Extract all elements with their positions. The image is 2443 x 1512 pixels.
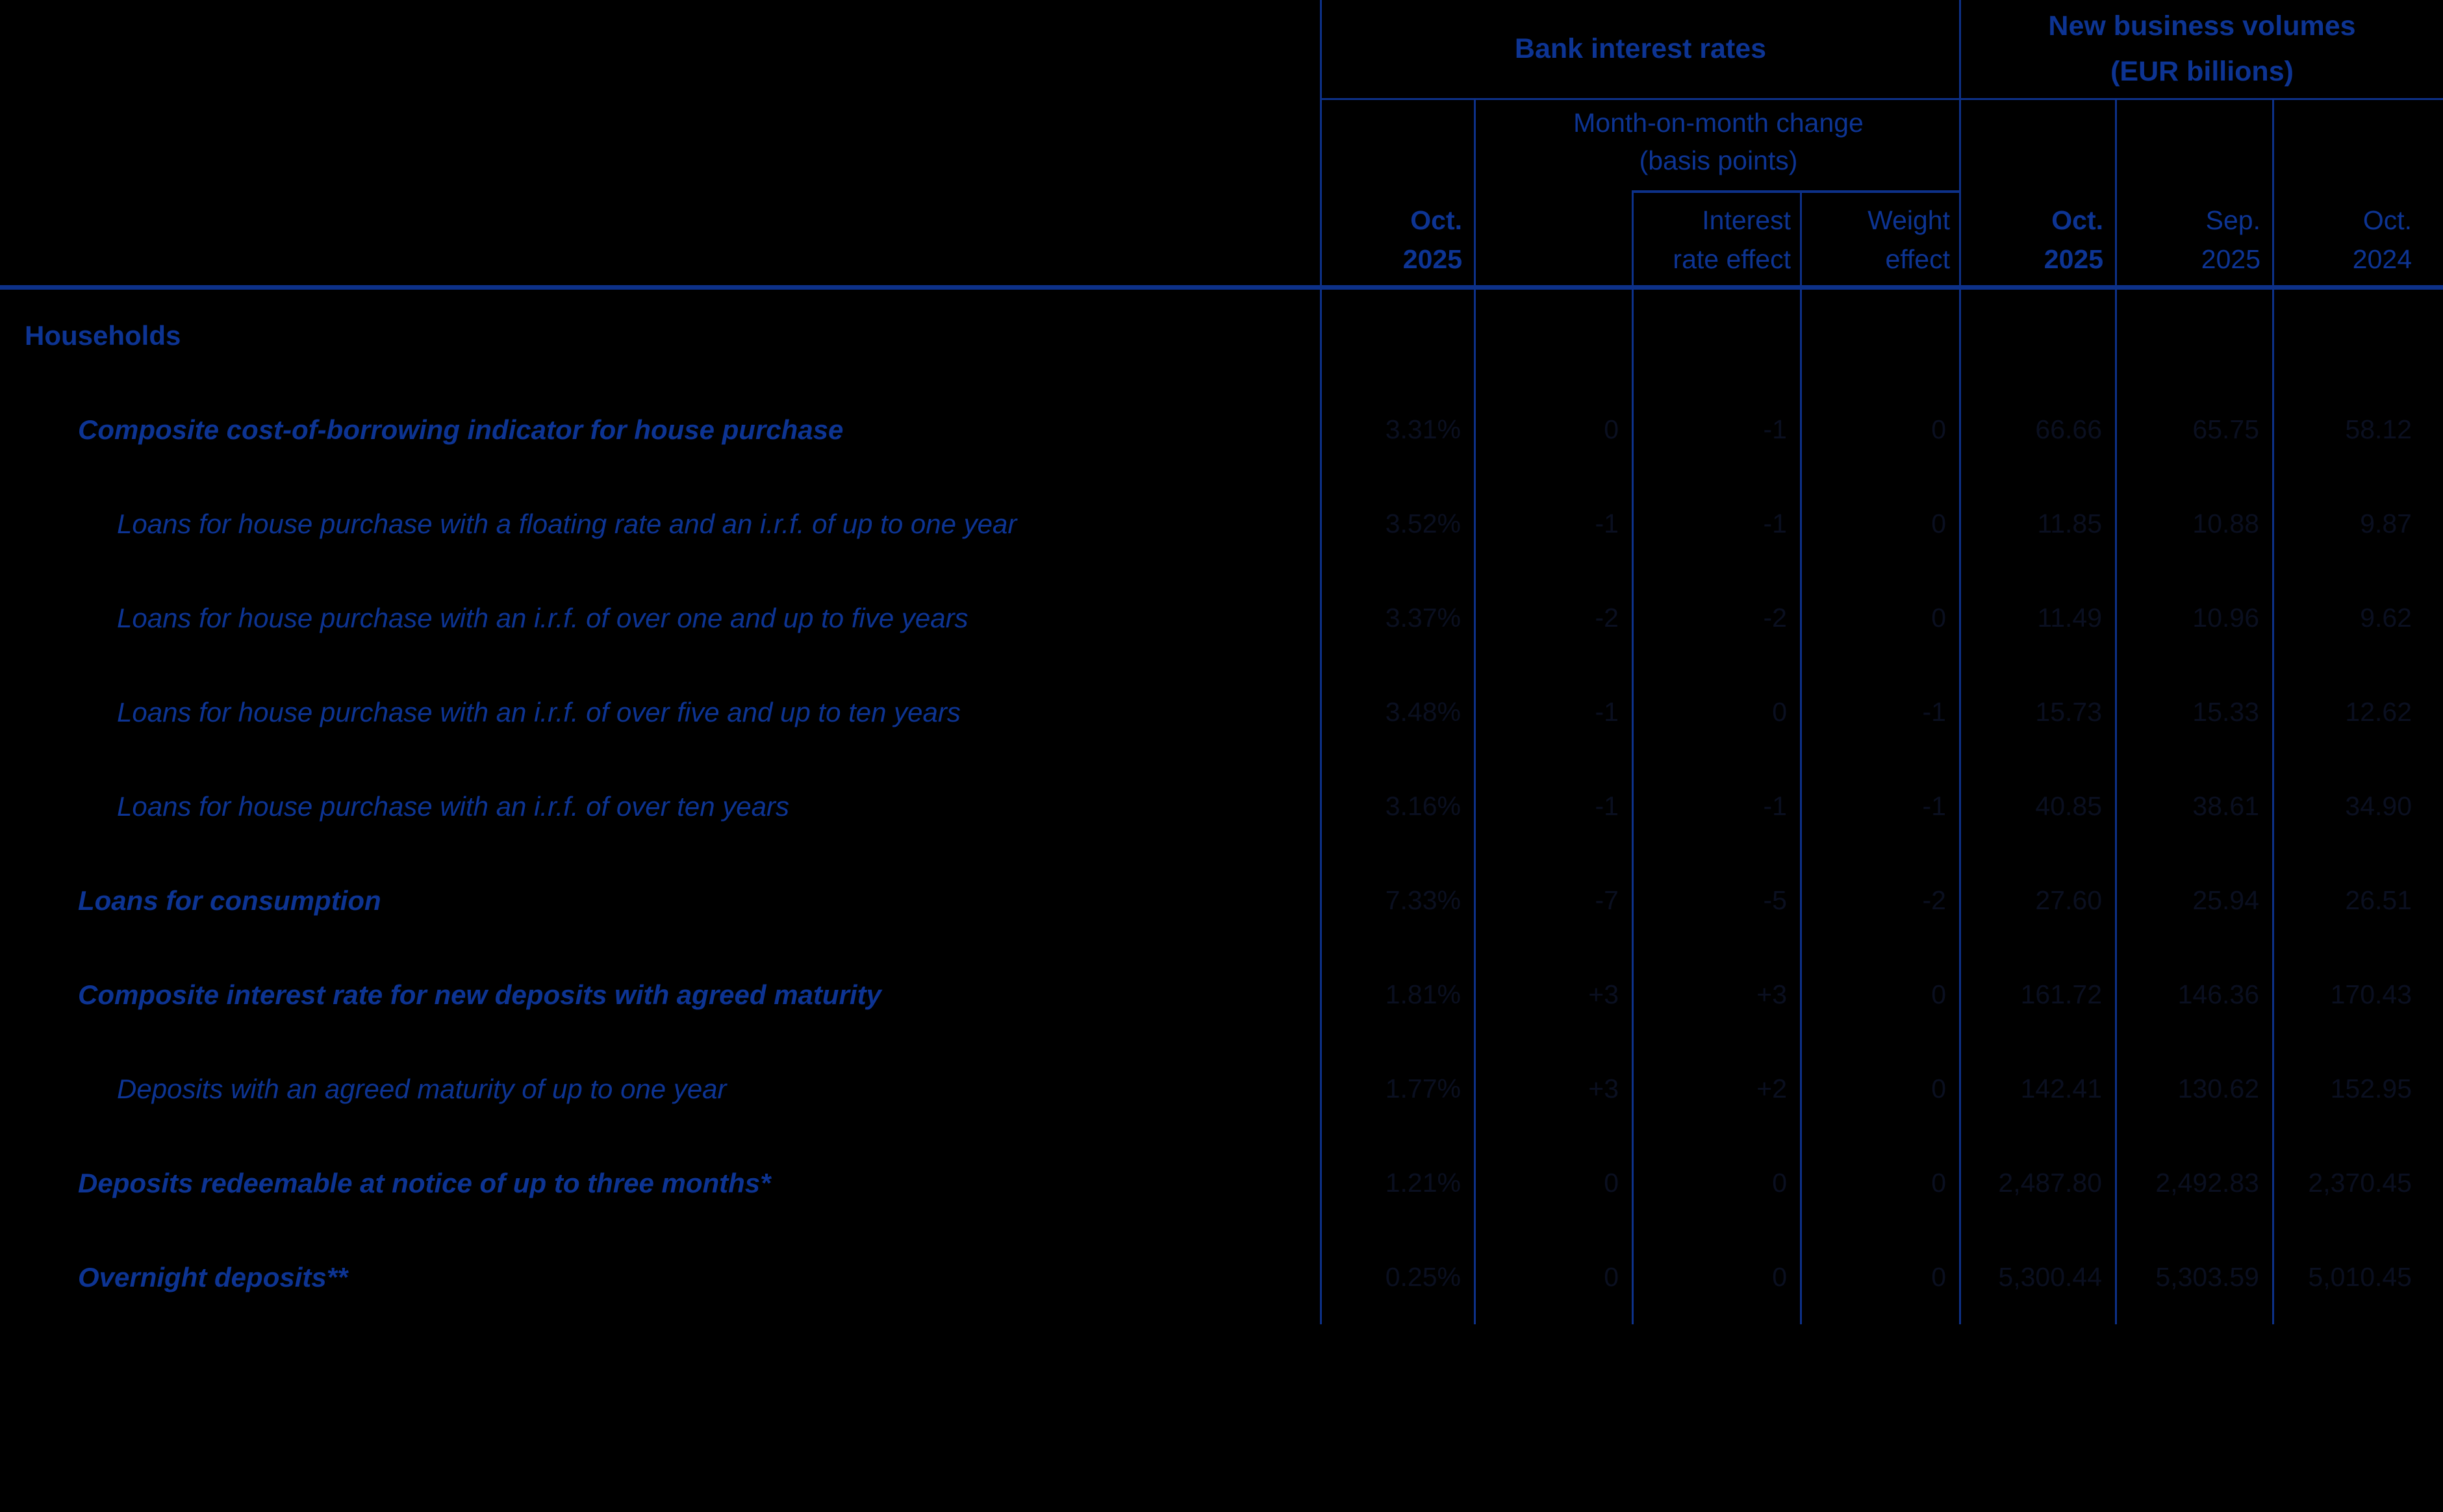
column-header-line1: Sep. (2205, 205, 2260, 235)
table-row (0, 665, 2443, 759)
cell-weight-effect (1802, 288, 1959, 383)
cell-weight-effect: -1 (1922, 791, 1946, 821)
cell-volume-oct-2025: 40.85 (2035, 791, 2102, 821)
cell-volume-oct-2025: 142.41 (2020, 1074, 2102, 1103)
cell-volume-sep-2025: 130.62 (2177, 1074, 2259, 1103)
cell-rate-oct-2025 (1322, 288, 1474, 383)
cell-volume-oct-2024: 58.12 (2345, 414, 2412, 444)
cell-mom-change: -2 (1595, 603, 1619, 633)
row-label: Loans for consumption (78, 885, 381, 916)
cell-interest-rate-effect: +3 (1756, 979, 1787, 1009)
table-row (0, 288, 2443, 383)
column-header-line1: Oct. (2362, 205, 2412, 235)
cell-volume-sep-2025: 38.61 (2192, 791, 2259, 821)
cell-volume-oct-2024: 26.51 (2345, 885, 2412, 915)
row-label: Loans for house purchase with a floating rate and an i.r.f. of up to one year (117, 508, 1017, 539)
cell-volume-sep-2025: 5,303.59 (2155, 1262, 2259, 1292)
cell-rate-oct-2025: 3.52% (1385, 509, 1461, 538)
cell-volume-oct-2025: 27.60 (2035, 885, 2102, 915)
cell-mom-change: +3 (1588, 1074, 1619, 1103)
table-row (0, 948, 2443, 1042)
cell-volume-sep-2025: 10.96 (2192, 603, 2259, 633)
row-label: Households (25, 320, 181, 351)
cell-interest-rate-effect: -1 (1763, 509, 1787, 538)
cell-weight-effect: 0 (1931, 509, 1946, 538)
cell-volume-oct-2024: 5,010.45 (2308, 1262, 2412, 1292)
cell-mom-change (1476, 288, 1632, 383)
cell-volume-oct-2024: 9.62 (2360, 603, 2412, 633)
table-row (0, 571, 2443, 665)
row-label: Composite interest rate for new deposits with agreed maturity (78, 979, 881, 1010)
cell-volume-oct-2024: 2,370.45 (2308, 1168, 2412, 1198)
cell-volume-oct-2024: 9.87 (2360, 509, 2412, 538)
cell-rate-oct-2025: 3.48% (1385, 697, 1461, 727)
cell-volume-oct-2025: 11.85 (2037, 509, 2102, 538)
cell-interest-rate-effect: 0 (1772, 1168, 1787, 1198)
cell-volume-oct-2024 (2274, 288, 2443, 383)
cell-mom-change: -7 (1595, 885, 1619, 915)
table-row (0, 1136, 2443, 1230)
cell-volume-oct-2025: 161.72 (2020, 979, 2102, 1009)
cell-rate-oct-2025: 3.31% (1385, 414, 1461, 444)
cell-volume-oct-2024: 34.90 (2345, 791, 2412, 821)
cell-weight-effect: 0 (1931, 1168, 1946, 1198)
column-header-line1: Interest (1702, 205, 1791, 235)
row-label: Deposits redeemable at notice of up to three months* (78, 1167, 771, 1198)
cell-weight-effect: -1 (1922, 697, 1946, 727)
cell-volume-sep-2025: 146.36 (2177, 979, 2259, 1009)
column-header-line2: 2024 (2352, 244, 2412, 274)
table-row (0, 1042, 2443, 1136)
cell-rate-oct-2025: 0.25% (1385, 1262, 1461, 1292)
cell-volume-sep-2025: 2,492.83 (2155, 1168, 2259, 1198)
cell-interest-rate-effect: -1 (1763, 414, 1787, 444)
column-header-line1: Oct. (2051, 205, 2103, 235)
cell-volume-oct-2024: 170.43 (2330, 979, 2412, 1009)
cell-volume-oct-2025 (1961, 288, 2115, 383)
cell-volume-sep-2025: 15.33 (2192, 697, 2259, 727)
cell-volume-oct-2024: 152.95 (2330, 1074, 2412, 1103)
cell-mom-change: -1 (1595, 697, 1619, 727)
cell-weight-effect: 0 (1931, 979, 1946, 1009)
cell-interest-rate-effect: -2 (1763, 603, 1787, 633)
cell-volume-oct-2025: 2,487.80 (1998, 1168, 2102, 1198)
cell-interest-rate-effect (1634, 288, 1800, 383)
row-label: Loans for house purchase with an i.r.f. of over one and up to five years (117, 602, 968, 633)
cell-volume-sep-2025: 25.94 (2192, 885, 2259, 915)
column-header-line2: 2025 (2044, 244, 2103, 274)
cell-interest-rate-effect: 0 (1772, 1262, 1787, 1292)
table-row (0, 853, 2443, 948)
cell-volume-sep-2025: 10.88 (2192, 509, 2259, 538)
cell-volume-sep-2025: 65.75 (2192, 414, 2259, 444)
column-header-line2: rate effect (1673, 244, 1791, 274)
cell-weight-effect: 0 (1931, 414, 1946, 444)
column-header-line2: 2025 (2201, 244, 2260, 274)
cell-mom-change: -1 (1595, 791, 1619, 821)
column-header-line1: Weight (1867, 205, 1950, 235)
cell-volume-oct-2025: 66.66 (2035, 414, 2102, 444)
cell-volume-oct-2025: 15.73 (2035, 697, 2102, 727)
row-label: Loans for house purchase with an i.r.f. of over five and up to ten years (117, 696, 961, 727)
column-header-line2: 2025 (1402, 244, 1462, 274)
group-header-label-line2: (EUR billions) (2110, 56, 2294, 87)
cell-rate-oct-2025: 1.21% (1385, 1168, 1461, 1198)
mom-change-label-line1: Month-on-month change (1573, 108, 1864, 138)
cell-volume-sep-2025 (2117, 288, 2272, 383)
row-label: Overnight deposits** (78, 1261, 348, 1292)
cell-rate-oct-2025: 1.77% (1385, 1074, 1461, 1103)
table-row (0, 383, 2443, 477)
cell-mom-change: 0 (1604, 1168, 1619, 1198)
cell-weight-effect: 0 (1931, 1262, 1946, 1292)
cell-interest-rate-effect: -5 (1763, 885, 1787, 915)
table-row (0, 1230, 2443, 1324)
column-header-line1: Oct. (1410, 205, 1462, 235)
cell-mom-change: +3 (1588, 979, 1619, 1009)
group-header-label-line1: New business volumes (2048, 10, 2356, 42)
cell-volume-oct-2024: 12.62 (2345, 697, 2412, 727)
cell-volume-oct-2025: 5,300.44 (1998, 1262, 2102, 1292)
cell-volume-oct-2025: 11.49 (2037, 603, 2102, 633)
cell-rate-oct-2025: 3.37% (1385, 603, 1461, 633)
cell-weight-effect: -2 (1922, 885, 1946, 915)
cell-interest-rate-effect: -1 (1763, 791, 1787, 821)
cell-rate-oct-2025: 7.33% (1385, 885, 1461, 915)
row-label: Loans for house purchase with an i.r.f. of over ten years (117, 790, 790, 822)
cell-mom-change: -1 (1595, 509, 1619, 538)
group-header-label: Bank interest rates (1514, 33, 1767, 64)
cell-rate-oct-2025: 1.81% (1385, 979, 1461, 1009)
cell-weight-effect: 0 (1931, 1074, 1946, 1103)
cell-weight-effect: 0 (1931, 603, 1946, 633)
table-row (0, 477, 2443, 571)
cell-mom-change: 0 (1604, 414, 1619, 444)
cell-interest-rate-effect: +2 (1756, 1074, 1787, 1103)
cell-mom-change: 0 (1604, 1262, 1619, 1292)
column-header-line2: effect (1885, 244, 1950, 274)
cell-interest-rate-effect: 0 (1772, 697, 1787, 727)
row-label: Deposits with an agreed maturity of up to one year (117, 1073, 727, 1104)
table-row (0, 759, 2443, 853)
mom-change-label-line2: (basis points) (1639, 145, 1798, 175)
row-label: Composite cost-of-borrowing indicator for house purchase (78, 414, 844, 445)
cell-rate-oct-2025: 3.16% (1385, 791, 1461, 821)
